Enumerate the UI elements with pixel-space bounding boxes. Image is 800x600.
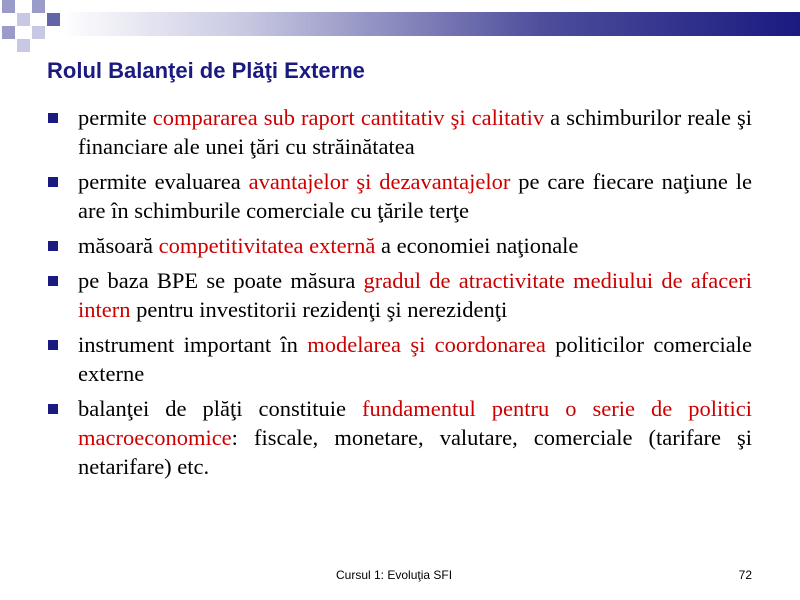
bullet-item	[78, 266, 752, 324]
decor-square	[2, 26, 15, 39]
bullet-item	[78, 330, 752, 388]
highlighted-text: compararea sub raport cantitativ şi calitativ	[152, 105, 545, 130]
square-bullet-icon	[48, 276, 58, 286]
bullet-text: balanţei de plăţi constituie	[78, 396, 362, 421]
square-bullet-icon	[48, 113, 58, 123]
decor-square	[17, 13, 30, 26]
square-bullet-icon	[48, 404, 58, 414]
bullet-item	[78, 394, 752, 481]
square-bullet-icon	[48, 340, 58, 350]
header-gradient-bar	[60, 12, 800, 36]
bullet-item	[78, 167, 752, 225]
bullet-text: permite evaluarea	[78, 169, 249, 194]
bullet-text: permite	[78, 105, 153, 130]
decor-square	[32, 0, 45, 13]
bullet-text: măsoară	[78, 233, 159, 258]
decor-square	[32, 26, 45, 39]
highlighted-text: competitivitatea externă	[158, 233, 376, 258]
footer-course-label: Cursul 1: Evoluţia SFI	[336, 568, 453, 582]
bullet-text: politicilor comerciale externe	[78, 332, 752, 386]
square-bullet-icon	[48, 241, 58, 251]
highlighted-text: modelarea şi coordonarea	[307, 332, 546, 357]
bullet-text: pe baza BPE se poate măsura	[78, 268, 364, 293]
bullet-list	[78, 103, 752, 487]
highlighted-text: gradul de atractivitate mediului de afaceri intern	[78, 268, 753, 322]
bullet-item	[78, 231, 752, 260]
decor-square	[17, 39, 30, 52]
bullet-text: : fiscale, monetare, valutare, comerciale (tarifare şi netarifare) etc.	[78, 425, 752, 479]
bullet-text: a schimburilor reale şi financiare ale unei ţări cu străinătatea	[78, 105, 752, 159]
bullet-text: instrument important în	[78, 332, 308, 357]
bullet-text: a economiei naţionale	[375, 233, 579, 258]
decor-square	[47, 13, 60, 26]
page-number: 72	[738, 568, 752, 582]
highlighted-text: avantajelor şi dezavantajelor	[248, 169, 511, 194]
bullet-text: pe care fiecare naţiune le are în schimburile comerciale cu ţările terţe	[78, 169, 752, 223]
slide-title: Rolul Balanţei de Plăţi Externe	[47, 58, 365, 83]
highlighted-text: fundamentul pentru o serie de politici macroeconomice	[78, 396, 752, 450]
bullet-text: pentru investitorii rezidenţi şi nerezidenţi	[130, 297, 508, 322]
decor-square	[2, 0, 15, 13]
square-bullet-icon	[48, 177, 58, 187]
bullet-item	[78, 103, 752, 161]
